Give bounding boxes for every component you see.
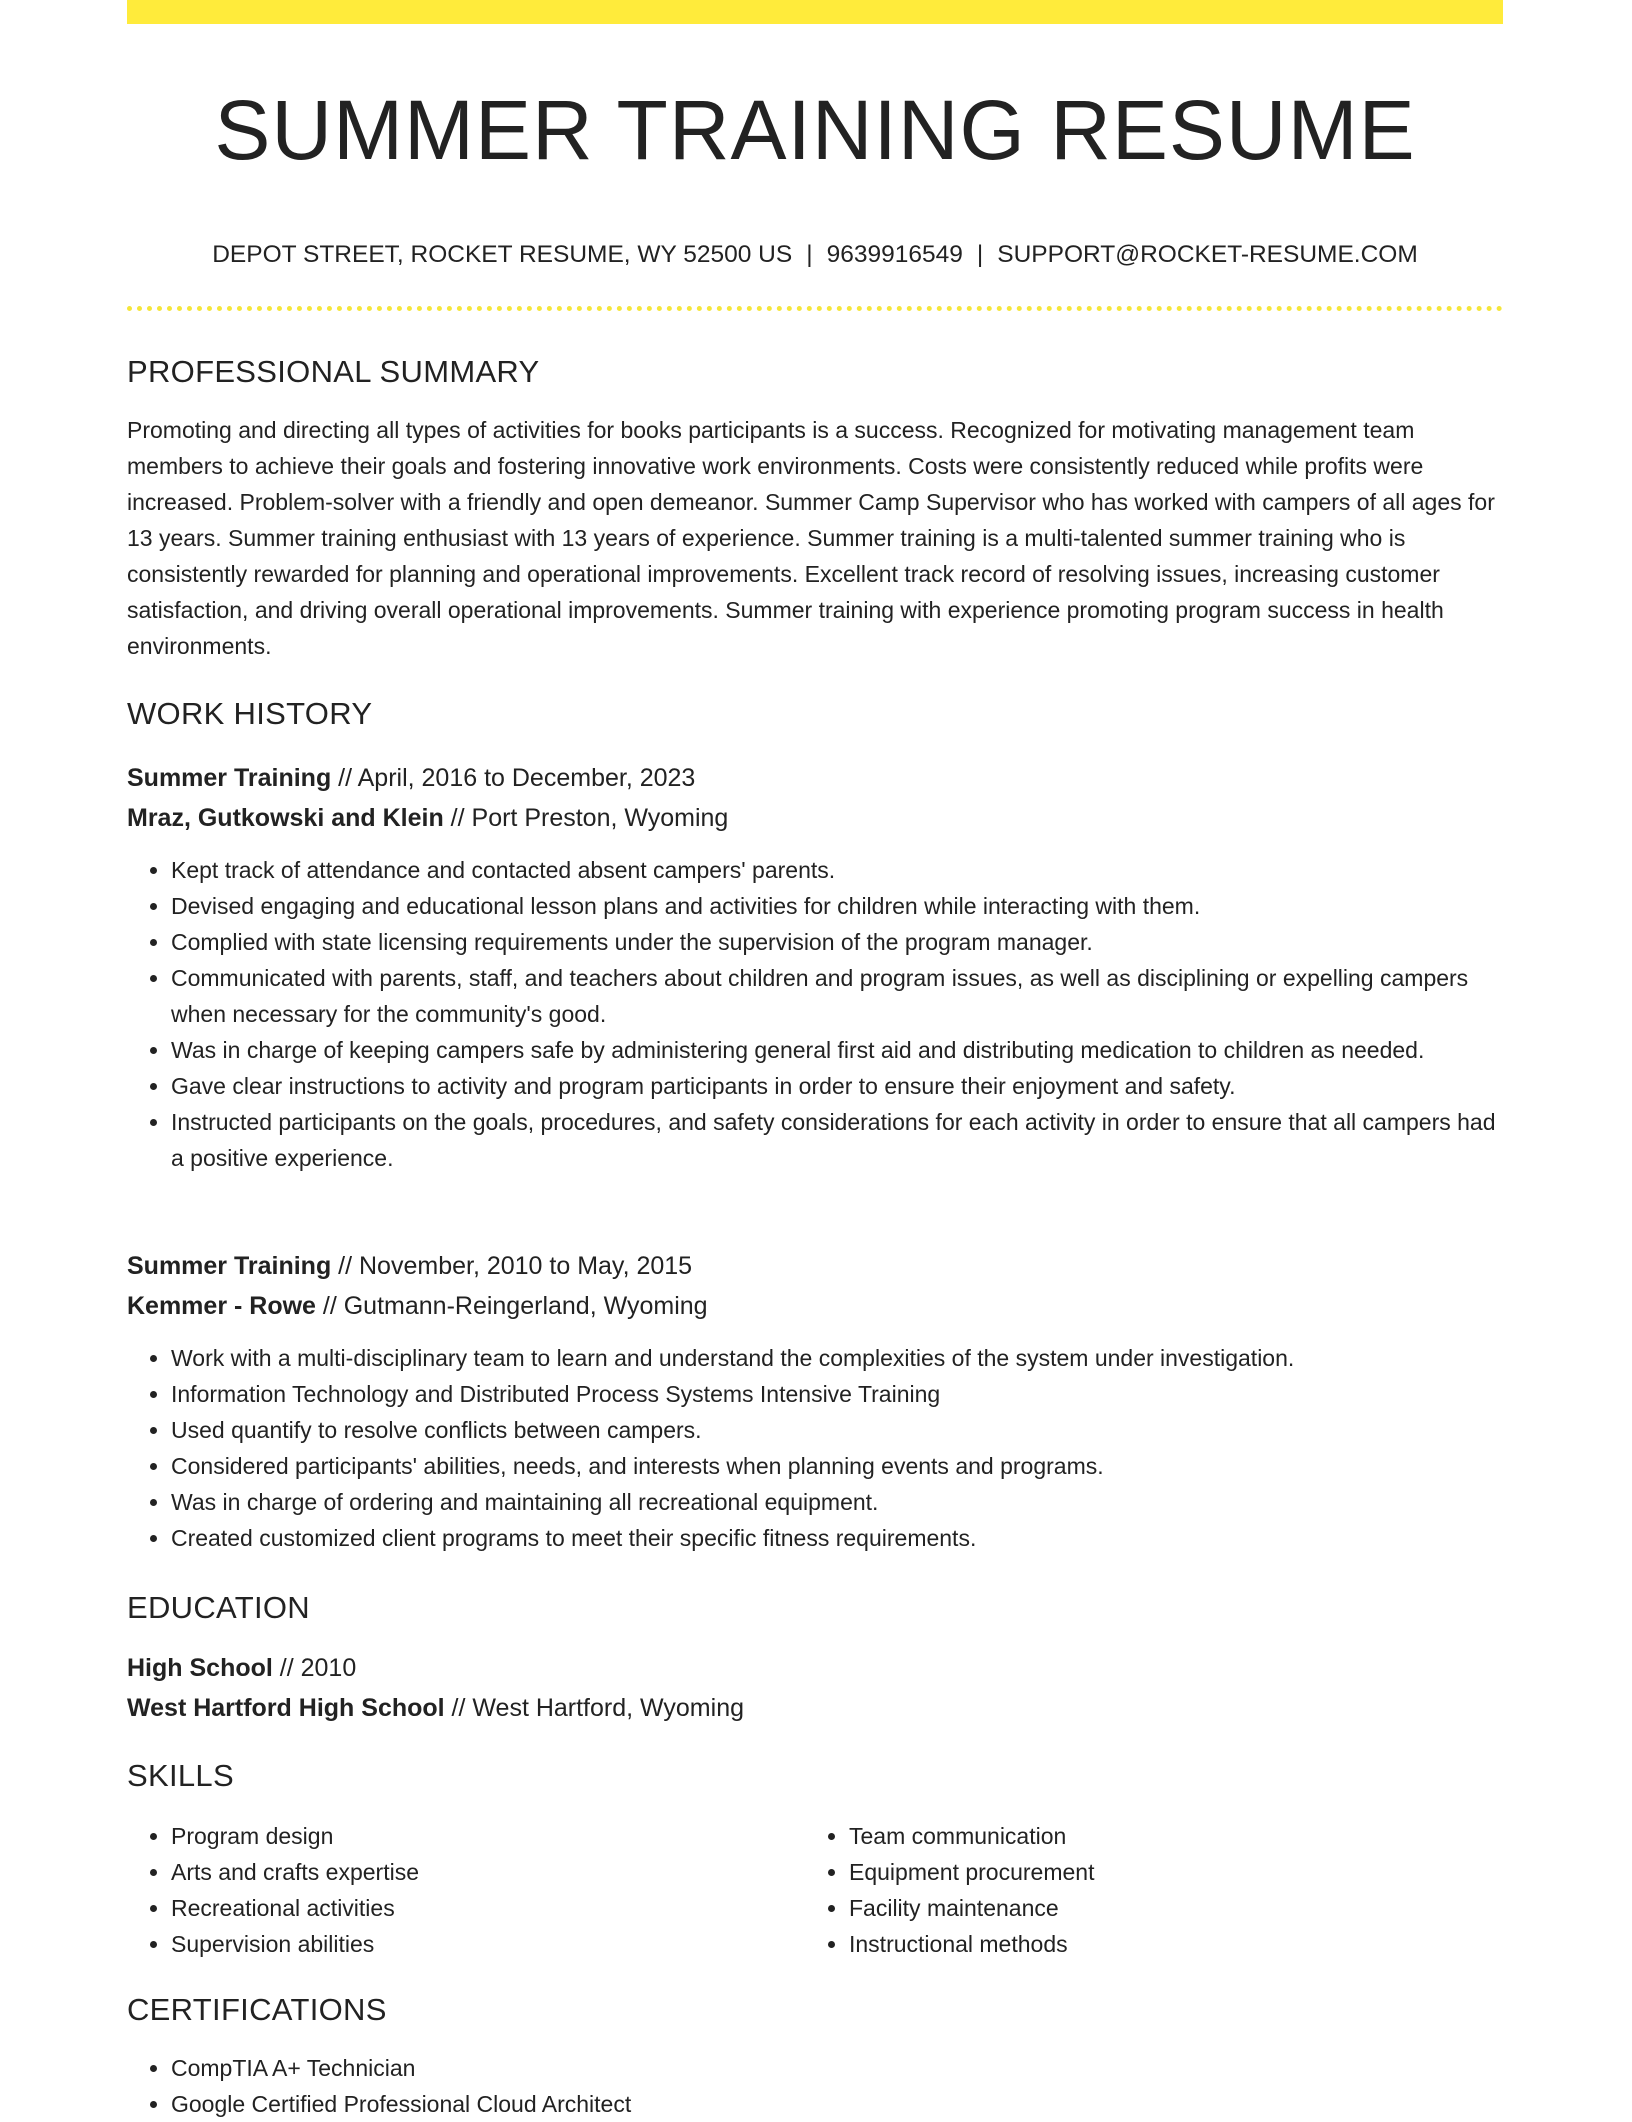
list-item: • Was in charge of ordering and maintaining all recreational equipment. [171, 1484, 1503, 1520]
accent-top-bar [127, 0, 1503, 24]
education-location: // West Hartford, Wyoming [444, 1694, 744, 1722]
job-title: Summer Training [127, 764, 332, 792]
summary-text: Promoting and directing all types of activities for books participants is a success. Recognized for motivating management team members to achieve their goals and fostering innovative work environments. Costs were consistently reduced while profits were increased. Problem-solver with a friendly and open demeanor. Summer Camp Supervisor who has worked with campers of all ages for 13 years. Summer training enthusiast with 13 years of experience. Summer training is a multi-talented summer training who is consistently rewarded for planning and operational improvements. Excellent track record of resolving issues, increasing customer satisfaction, and driving overall operational improvements. Summer training with experience promoting program success in health environments. [127, 417, 1495, 659]
education-degree: High School [127, 1654, 273, 1682]
list-item: • Created customized client programs to meet their specific fitness requirements. [171, 1520, 1503, 1556]
address: DEPOT STREET, ROCKET RESUME, WY 52500 US [212, 241, 793, 268]
list-item: • Devised engaging and educational lesson plans and activities for children while interacting with them. [171, 888, 1503, 924]
list-item: • Was in charge of keeping campers safe by administering general first aid and distributing medication to children as needed. [171, 1032, 1503, 1068]
contact-separator: | [806, 241, 813, 268]
job-title: Summer Training [127, 1252, 332, 1280]
job-company: Mraz, Gutkowski and Klein [127, 804, 444, 832]
list-item: • Considered participants' abilities, needs, and interests when planning events and programs. [171, 1448, 1503, 1484]
job-2-duties [127, 1340, 1503, 1556]
education-school: West Hartford High School [127, 1694, 445, 1722]
list-item: • Information Technology and Distributed Process Systems Intensive Training [171, 1376, 1503, 1412]
skill-item: • Team communication [849, 1818, 1503, 1854]
skills-list-right [805, 1818, 1503, 1962]
phone: 9639916549 [826, 241, 963, 268]
skill-item: • Facility maintenance [849, 1890, 1503, 1926]
certification-item: • Google Certified Professional Cloud Architect [171, 2086, 1503, 2122]
list-item: • Work with a multi-disciplinary team to learn and understand the complexities of the system under investigation. [171, 1340, 1503, 1376]
education-heading: EDUCATION [127, 1590, 310, 1625]
skill-item: • Recreational activities [171, 1890, 767, 1926]
education-degree-line [127, 1648, 356, 1688]
skill-item: • Equipment procurement [849, 1854, 1503, 1890]
skill-item: • Program design [171, 1818, 767, 1854]
job-title-line [127, 758, 695, 798]
resume-title: SUMMER TRAINING RESUME [214, 83, 1416, 177]
certifications-heading: CERTIFICATIONS [127, 1992, 387, 2027]
summary-heading: PROFESSIONAL SUMMARY [127, 354, 540, 389]
certification-item: • CompTIA A+ Technician [171, 2050, 1503, 2086]
job-1-duties [127, 852, 1503, 1176]
work-history-heading: WORK HISTORY [127, 696, 373, 731]
header-divider [127, 306, 1503, 311]
list-item: • Used quantify to resolve conflicts between campers. [171, 1412, 1503, 1448]
list-item: • Gave clear instructions to activity and program participants in order to ensure their enjoyment and safety. [171, 1068, 1503, 1104]
certifications-list [127, 2050, 1503, 2122]
job-dates: // April, 2016 to December, 2023 [331, 764, 696, 792]
resume-page [127, 0, 1503, 2117]
job-company: Kemmer - Rowe [127, 1292, 316, 1320]
skill-item: • Supervision abilities [171, 1926, 767, 1962]
skill-item: • Arts and crafts expertise [171, 1854, 767, 1890]
skills-list-left [127, 1818, 767, 1962]
list-item: • Instructed participants on the goals, procedures, and safety considerations for each activity in order to ensure that all campers had a positive experience. [171, 1104, 1503, 1176]
job-title-line [127, 1246, 692, 1286]
education-school-line [127, 1688, 744, 1728]
job-dates: // November, 2010 to May, 2015 [331, 1252, 693, 1280]
list-item: • Kept track of attendance and contacted absent campers' parents. [171, 852, 1503, 888]
list-item: • Complied with state licensing requirements under the supervision of the program manager. [171, 924, 1503, 960]
email: SUPPORT@ROCKET-RESUME.COM [997, 241, 1418, 268]
job-company-line [127, 1286, 708, 1326]
contact-info [127, 238, 1503, 272]
job-company-line [127, 798, 728, 838]
contact-separator: | [976, 241, 984, 268]
skill-item: • Instructional methods [849, 1926, 1503, 1962]
list-item: • Communicated with parents, staff, and teachers about children and program issues, as well as disciplining or expelling campers when necessary for the community's good. [171, 960, 1503, 1032]
education-year: // 2010 [272, 1654, 357, 1682]
job-location: // Port Preston, Wyoming [443, 804, 729, 832]
skills-heading: SKILLS [127, 1758, 234, 1793]
job-location: // Gutmann-Reingerland, Wyoming [315, 1292, 708, 1320]
